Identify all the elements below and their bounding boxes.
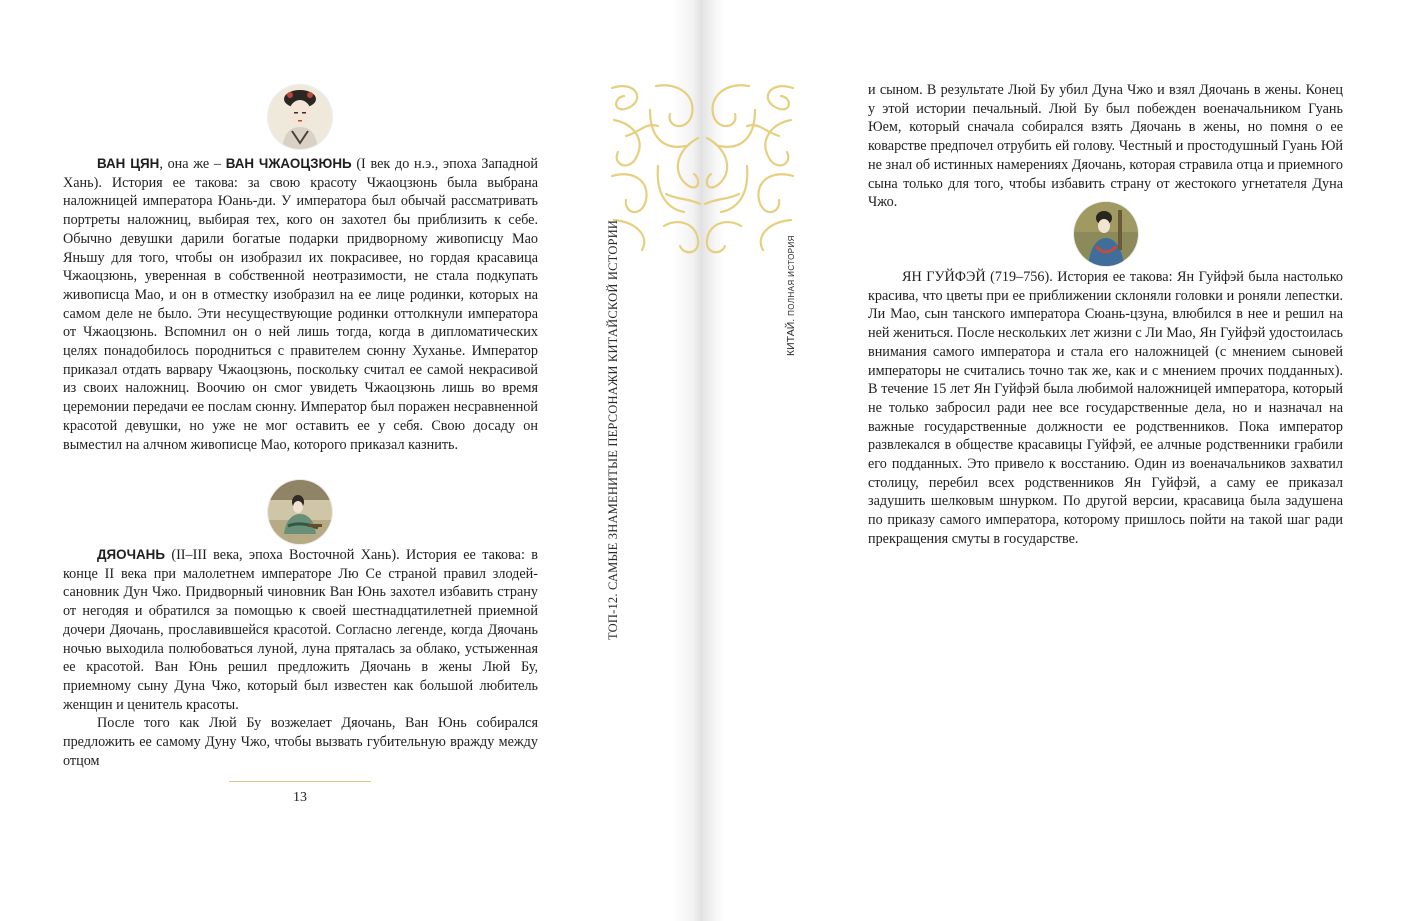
entry-diao-name: ДЯОЧАНЬ <box>97 547 165 562</box>
entry-wang-paragraph <box>63 155 538 454</box>
entry-diao-paragraph <box>63 546 538 714</box>
running-title-right <box>785 235 797 356</box>
page-number: 13 <box>293 790 307 805</box>
ornament-right <box>703 80 800 258</box>
entry-diaochan-continued <box>868 81 1343 212</box>
entry-wang-sep: , она же – <box>159 156 226 172</box>
running-title-main: КИТАЙ. <box>785 318 797 356</box>
portrait-wang-zhaojun <box>268 85 332 149</box>
entry-diao-paragraph-2: После того как Люй Бу возжелает Дяочань, Ван Юнь собирался предложить ее самому Дуну Чжо, чтобы вызвать губительную вражду между отцом <box>63 715 538 769</box>
continuation-paragraph: и сыном. В результате Люй Бу убил Дуна Чжо и взял Дяочань в жены. Конец у этой истории печальный. Люй Бу был побежден военачальником Гуань Юем, который сначала собирался взять Дяочань в жены, но помня о ее коварстве предпочел отрубить ей голову. Честный и простодушный Гуань Юй не знал об истинных намерениях Дяочань, которая стравила отца и приемного сына только для того, чтобы избавить страну от жестокого угнетателя Дуна Чжо. <box>868 82 1343 211</box>
entry-yang-guifei <box>868 268 1343 549</box>
entry-wang-name2: ВАН ЧЖАОЦЗЮНЬ <box>225 156 352 171</box>
left-page <box>0 0 702 921</box>
spine-title-left: ТОП-12. САМЫЕ ЗНАМЕНИТЫЕ ПЕРСОНАЖИ КИТАЙСКОЙ ИСТОРИИ <box>606 219 620 640</box>
entry-wang-text: (I век до н.э., эпоха Западной Хань). История ее такова: за свою красоту Чжаоцзюнь была выбрана наложницей императора Юань-ди. У императора был обычай рассматривать портреты наложниц, выбирая тех, кого он захотел бы приблизить к себе. Обычно девушки дарили богатые подарки придворному живописцу Мао Яньшу для того, чтобы он изобразил их покрасивее, но гордая красавица Чжаоцзюнь, уверенная в собственной неотразимости, не стала подкупать живописца Мао, и он в отместку изобразил на ее лице родинки, которых на самом деле не было. Эти несуществующие родинки оттолкнули императора от Чжаоцзюнь. Вспомнил он о ней лишь тогда, когда в дипломатических целях понадобилось породниться с правителем сюнну Хуханье. Император приказал отдать варвару Чжаоцзюнь, поскольку считал ее самой некрасивой из своих наложниц. Воочию он смог увидеть Чжаоцзюнь лишь во время церемонии передачи ее послам сюнну. Император был поражен несравненной красотой девушки, но уже не мог оставить ее у себя. Свою досаду он выместил на алчном живописце Мао, которого приказал казнить. <box>63 156 538 453</box>
entry-diao-text: (II–III века, эпоха Восточной Хань). История ее такова: в конце II века при малолетнем императоре Лю Се страной правил злодей-сановник Дун Чжо. Придворный чиновник Ван Юнь захотел избавить страну от негодяя и обратился за помощью к своей шестнадцатилетней приемной дочери Дяочань, прославившейся красотой. Согласно легенде, когда Дяочань ночью выходила полюбоваться луной, луна пряталась за облако, устыженная ее красотой. Ван Юнь решил предложить Дяочань в жены Люй Бу, приемному сыну Дуна Чжо, который был известен как большой любитель женщин и ценитель красоты. <box>63 547 538 713</box>
footer-rule <box>229 781 371 782</box>
entry-diaochan <box>63 546 538 770</box>
entry-wang-name1: ВАН ЦЯН <box>97 156 160 171</box>
running-title-sub: ПОЛНАЯ ИСТОРИЯ <box>787 235 796 316</box>
portrait-diaochan <box>268 480 332 544</box>
entry-wang-zhaojun <box>63 155 538 454</box>
entry-yang-paragraph: ЯН ГУЙФЭЙ (719–756). История ее такова: Ян Гуйфэй была настолько красива, что цветы при ее приближении склоняли головки и роняли лепестки. Ли Мао, сын танского императора Сюань-цзуна, влюбился в нее и решил на ней жениться. После нескольких лет жизни с Ли Мао, Ян Гуйфэй удостоилась внимания самого императора и стала его наложницей (с мнением сыновей императоры не считались точно так же, как и с мнением прочих подданных). В течение 15 лет Ян Гуйфэй была любимой наложницей императора, который не только забросил ради нее все государственные дела, но и назначал на важные государственные должности ее родственников. Пока император развлекался в обществе красавицы Гуйфэй, ее алчные родственники грабили его подданных. Это привело к восстанию. Один из военачальников захватил столицу, перебил всех родственников Ян Гуйфэй, а саму ее приказал задушить шелковым шнурком. По другой версии, красавица была задушена по приказу самого императора, которому пришлось пойти на такой шаг ради прекращения смуты в государстве. <box>868 269 1343 547</box>
